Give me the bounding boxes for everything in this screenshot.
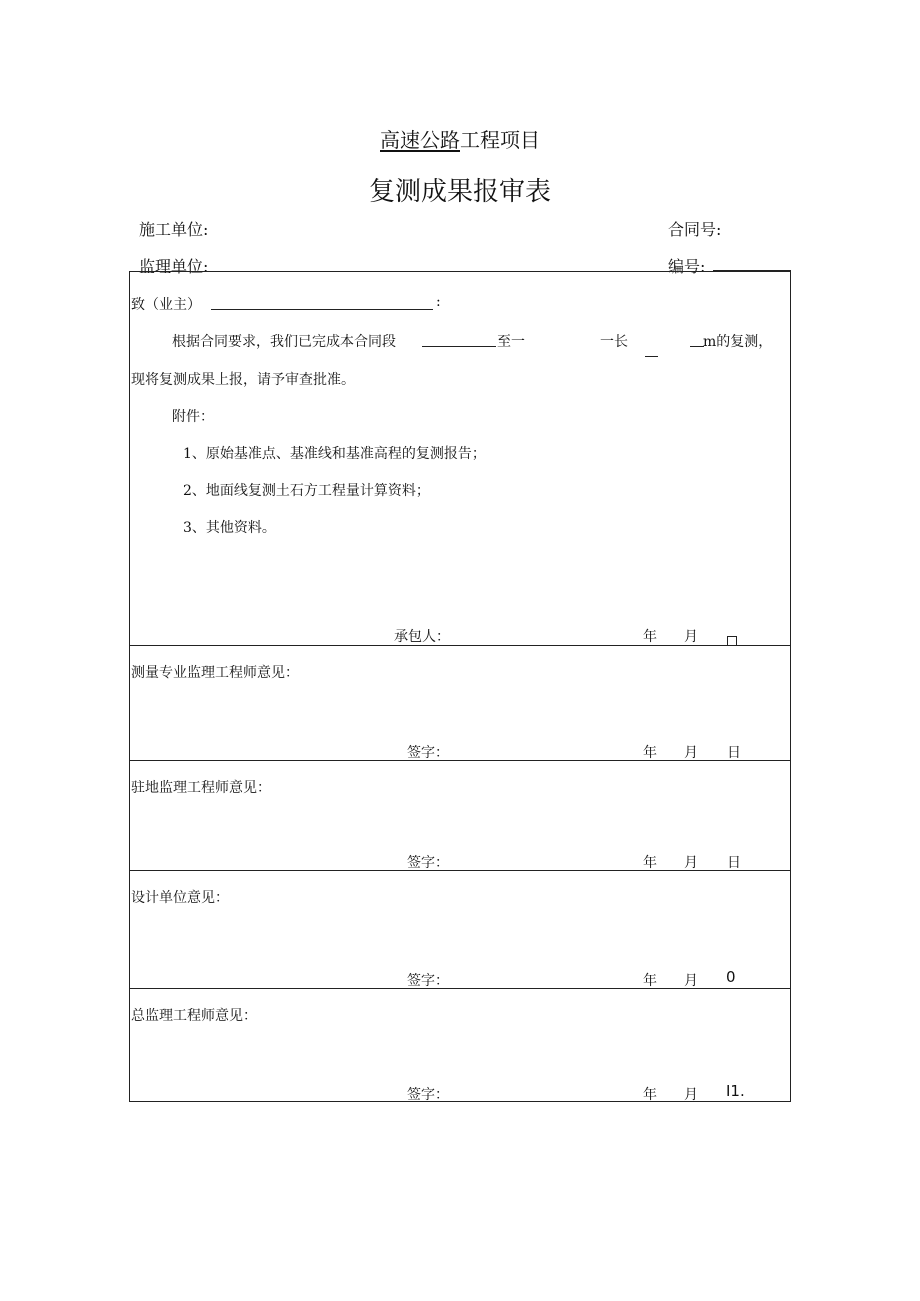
contract-no-label: 合同号: [668,220,722,239]
resident-opinion-title: 驻地监理工程师意见： [131,780,271,796]
body-text-line2: 现将复测成果上报，请予审查批准。 [131,372,355,388]
month-label: 月 [684,1087,698,1103]
form-title: 复测成果报审表 [368,177,551,207]
month-label: 月 [684,855,698,871]
contractor-label: 施工单位: [139,220,209,239]
day-label: 0 [726,968,736,986]
day-label: 日 [727,855,741,871]
to-owner-colon: : [436,294,441,310]
attachment-item: 3、其他资料。 [183,520,276,536]
project-title-rest: 工程项目 [460,128,540,152]
year-label: 年 [643,855,657,871]
length-unit-line[interactable] [690,346,704,347]
resident-sign-label: 签字： [407,855,449,871]
project-title-underlined: 高速公路 [380,128,460,152]
body-text-part4: m的复测， [703,334,773,350]
section-field-line[interactable] [422,346,496,347]
day-label: 日 [727,745,741,761]
year-label: 年 [643,745,657,761]
survey-opinion-title: 测量专业监理工程师意见： [131,665,299,681]
chief-opinion-title: 总监理工程师意见： [131,1008,257,1024]
attachment-item: 2、地面线复测土石方工程量计算资料； [183,483,430,499]
body-text-part1: 根据合同要求，我们已完成本合同段 [172,334,396,350]
body-text-part3: 一长 [600,334,628,350]
to-owner-label: 致（业主） [131,297,201,313]
chief-sign-label: 签字： [407,1087,449,1103]
attachment-label: 附件： [172,409,214,425]
project-title [0,124,920,153]
month-label: 月 [684,745,698,761]
month-label: 月 [684,629,698,645]
supervisor-label: 监理单位: [139,257,209,276]
day-box-icon [727,630,737,649]
body-text-part2: 至一 [497,334,525,350]
contractor-signer-label: 承包人： [394,629,450,645]
length-field-line[interactable] [645,356,658,357]
owner-field-line[interactable] [211,309,433,310]
design-sign-label: 签字： [407,973,449,989]
design-opinion-title: 设计单位意见： [131,890,229,906]
day-label: I1. [726,1082,745,1100]
year-label: 年 [643,1087,657,1103]
year-label: 年 [643,629,657,645]
survey-sign-label: 签字： [407,745,449,761]
month-label: 月 [684,973,698,989]
serial-no-label: 编号: [668,257,706,276]
year-label: 年 [643,973,657,989]
attachment-item: 1、原始基准点、基准线和基准高程的复测报告； [183,446,486,462]
